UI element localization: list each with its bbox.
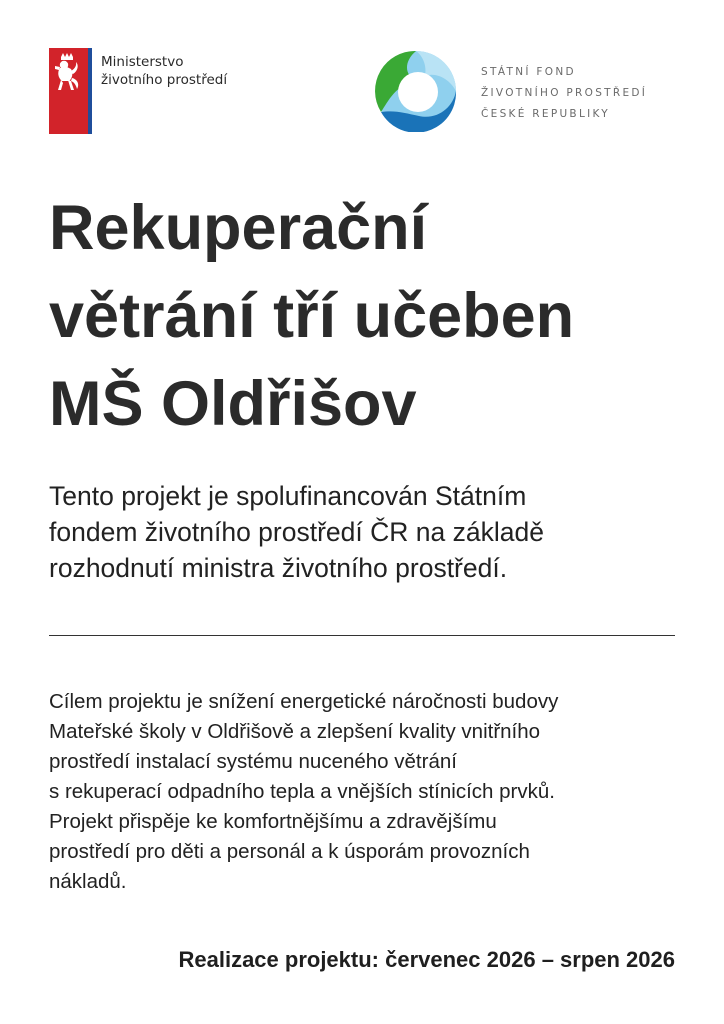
- description-line: prostředí instalací systému nuceného větrání: [49, 750, 457, 773]
- funding-statement-line1: Tento projekt je spolufinancován Státním: [49, 481, 527, 511]
- czech-lion-emblem-icon: [49, 48, 92, 134]
- header: [0, 0, 724, 150]
- sfzp-circle-logo-icon: [375, 50, 457, 132]
- fund-name: [481, 62, 647, 125]
- ministry-name: [101, 53, 227, 89]
- realization-period: Realizace projektu: červenec 2026 – srpen 2026: [178, 947, 675, 972]
- funding-statement-line2: fondem životního prostředí ČR na základě: [49, 517, 544, 547]
- description-line: Projekt přispěje ke komfortnějšímu a zdravějšímu: [49, 810, 497, 833]
- fund-name-line1: STÁTNÍ FOND: [481, 66, 576, 78]
- ministry-logo: [49, 48, 259, 134]
- project-title-line3: MŠ Oldřišov: [49, 369, 417, 439]
- ministry-name-line1: Ministerstvo: [101, 54, 184, 70]
- fund-name-line3: ČESKÉ REPUBLIKY: [481, 108, 611, 120]
- description-line: Mateřské školy v Oldřišově a zlepšení kvality vnitřního: [49, 720, 541, 743]
- project-title-line1: Rekuperační: [49, 193, 428, 263]
- fund-name-line2: ŽIVOTNÍHO PROSTŘEDÍ: [481, 87, 648, 99]
- project-title-line2: větrání tří učeben: [49, 281, 575, 351]
- description-line: s rekuperací odpadního tepla a vnějších stínicích prvků.: [49, 780, 555, 803]
- funding-statement-line3: rozhodnutí ministra životního prostředí.: [49, 553, 508, 583]
- divider: [49, 635, 675, 636]
- description-line: nákladů.: [49, 870, 127, 893]
- project-title: [49, 184, 689, 448]
- project-description: [49, 687, 689, 897]
- funding-statement: [49, 478, 689, 586]
- description-line: Cílem projektu je snížení energetické náročnosti budovy: [49, 690, 559, 713]
- description-line: prostředí pro děti a personál a k úsporám provozních: [49, 840, 530, 863]
- ministry-name-line2: životního prostředí: [101, 72, 228, 88]
